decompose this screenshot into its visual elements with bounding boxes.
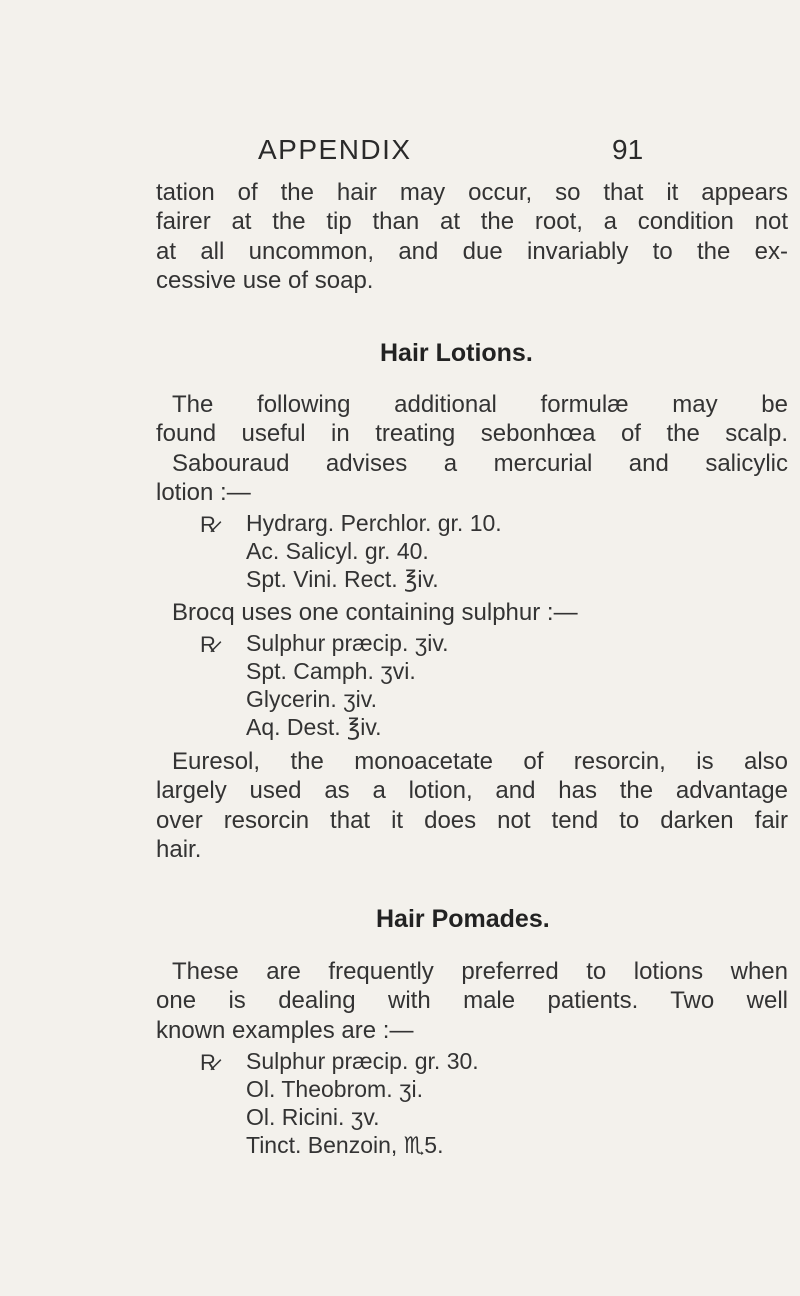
prescription-line: Spt. Vini. Rect. ℥iv. [246,566,439,592]
section-heading-pomades: Hair Pomades. [376,905,550,933]
paragraph-line: Euresol, the monoacetate of resorcin, is also [172,748,788,775]
section-heading-lotions: Hair Lotions. [380,339,533,367]
prescription-line: Hydrarg. Perchlor. gr. 10. [246,510,502,536]
prescription-line: Aq. Dest. ℥iv. [246,714,382,740]
paragraph-line: known examples are :— [156,1017,414,1044]
paragraph-line: hair. [156,836,202,863]
paragraph-line: cessive use of soap. [156,267,374,294]
rx-symbol: R̷ [200,632,216,657]
running-head: APPENDIX [258,134,412,165]
page-header [0,134,800,174]
prescription-line: Sulphur præcip. gr. 30. [246,1048,479,1074]
prescription-line: Ol. Theobrom. ʒi. [246,1076,424,1102]
prescription-line: Glycerin. ʒiv. [246,686,377,712]
prescription-line: Ol. Ricini. ʒv. [246,1104,380,1130]
page-number: 91 [612,134,644,165]
prescription-line: Ac. Salicyl. gr. 40. [246,538,429,564]
prescription-line: Spt. Camph. ʒvi. [246,658,416,684]
paragraph-line: Brocq uses one containing sulphur :— [172,599,578,626]
paragraph-line: The following additional formulæ may be [172,391,788,418]
prescription-line: Sulphur præcip. ʒiv. [246,630,449,656]
prescription-line: Tinct. Benzoin, ♏5. [246,1132,444,1158]
paragraph-line: at all uncommon, and due invariably to the ex- [156,238,788,265]
rx-symbol: R̷ [200,512,216,537]
paragraph-line: Sabouraud advises a mercurial and salicylic [172,450,788,477]
paragraph-line: tation of the hair may occur, so that it appears [156,179,788,206]
paragraph-line: over resorcin that it does not tend to darken fair [156,807,788,834]
paragraph-line: These are frequently preferred to lotions when [172,958,788,985]
paragraph-line: found useful in treating sebonhœa of the scalp. [156,420,788,447]
paragraph-line: one is dealing with male patients. Two well [156,987,788,1014]
paragraph-line: fairer at the tip than at the root, a condition not [156,208,788,235]
paragraph-line: largely used as a lotion, and has the advantage [156,777,788,804]
paragraph-line: lotion :— [156,479,251,506]
rx-symbol: R̷ [200,1050,216,1075]
